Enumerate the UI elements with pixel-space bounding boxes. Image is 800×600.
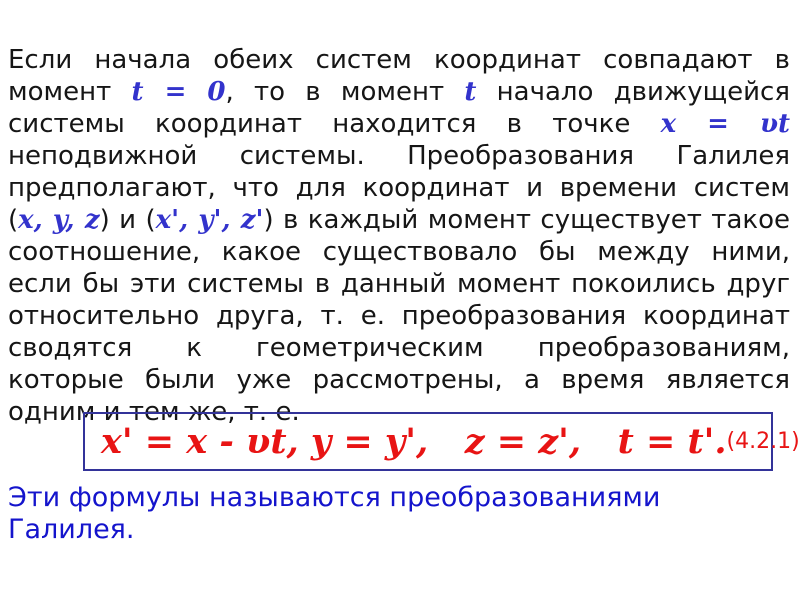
text-run: момент [8, 77, 132, 107]
paragraph-line [8, 140, 790, 172]
paragraph-line [8, 172, 790, 204]
inline-math: x = υt [660, 109, 790, 139]
text-run: одним и тем же, т. е. [8, 397, 300, 427]
text-run: , то в момент [225, 77, 465, 107]
formula-text: x' = x - υt, y = y', z = z', t = t'. [101, 421, 727, 462]
body-paragraph [8, 44, 790, 428]
text-run: начало движущейся [476, 77, 790, 107]
paragraph-line [8, 76, 790, 108]
inline-math: t [464, 77, 477, 107]
paragraph-line [8, 268, 790, 300]
inline-math: t = 0 [131, 77, 226, 107]
text-run: если бы эти системы в данный момент покоились друг [8, 269, 790, 299]
text-run: предполагают, что для координат и времени систем [8, 173, 790, 203]
text-run: относительно друга, т. е. преобразования координат [8, 301, 790, 331]
paragraph-line [8, 204, 790, 236]
text-run: неподвижной системы. Преобразования Галилея [8, 141, 790, 171]
text-run: системы координат находится в точке [8, 109, 661, 139]
text-run: которые были уже рассмотрены, а время является [8, 365, 790, 395]
inline-math: x, y, z [18, 205, 100, 235]
paragraph-line [8, 364, 790, 396]
text-run: ( [8, 205, 19, 235]
paragraph-line [8, 332, 790, 364]
paragraph-line [8, 300, 790, 332]
equation-number: (4.2.1) [726, 429, 800, 454]
text-run: ) в каждый момент существует такое [263, 205, 790, 235]
inline-math: x', y', z' [155, 205, 264, 235]
text-run: сводятся к геометрическим преобразованиям, [8, 333, 790, 363]
text-run: соотношение, какое существовало бы между ними, [8, 237, 790, 267]
caption-text: Эти формулы называются преобразованиями Галилея. [8, 482, 661, 545]
text-run: ) и ( [99, 205, 156, 235]
paragraph-line [8, 108, 790, 140]
formula-box [83, 412, 800, 471]
paragraph-line [8, 236, 790, 268]
paragraph-line [8, 44, 790, 76]
text-run: Если начала обеих систем координат совпадают в [8, 45, 790, 75]
